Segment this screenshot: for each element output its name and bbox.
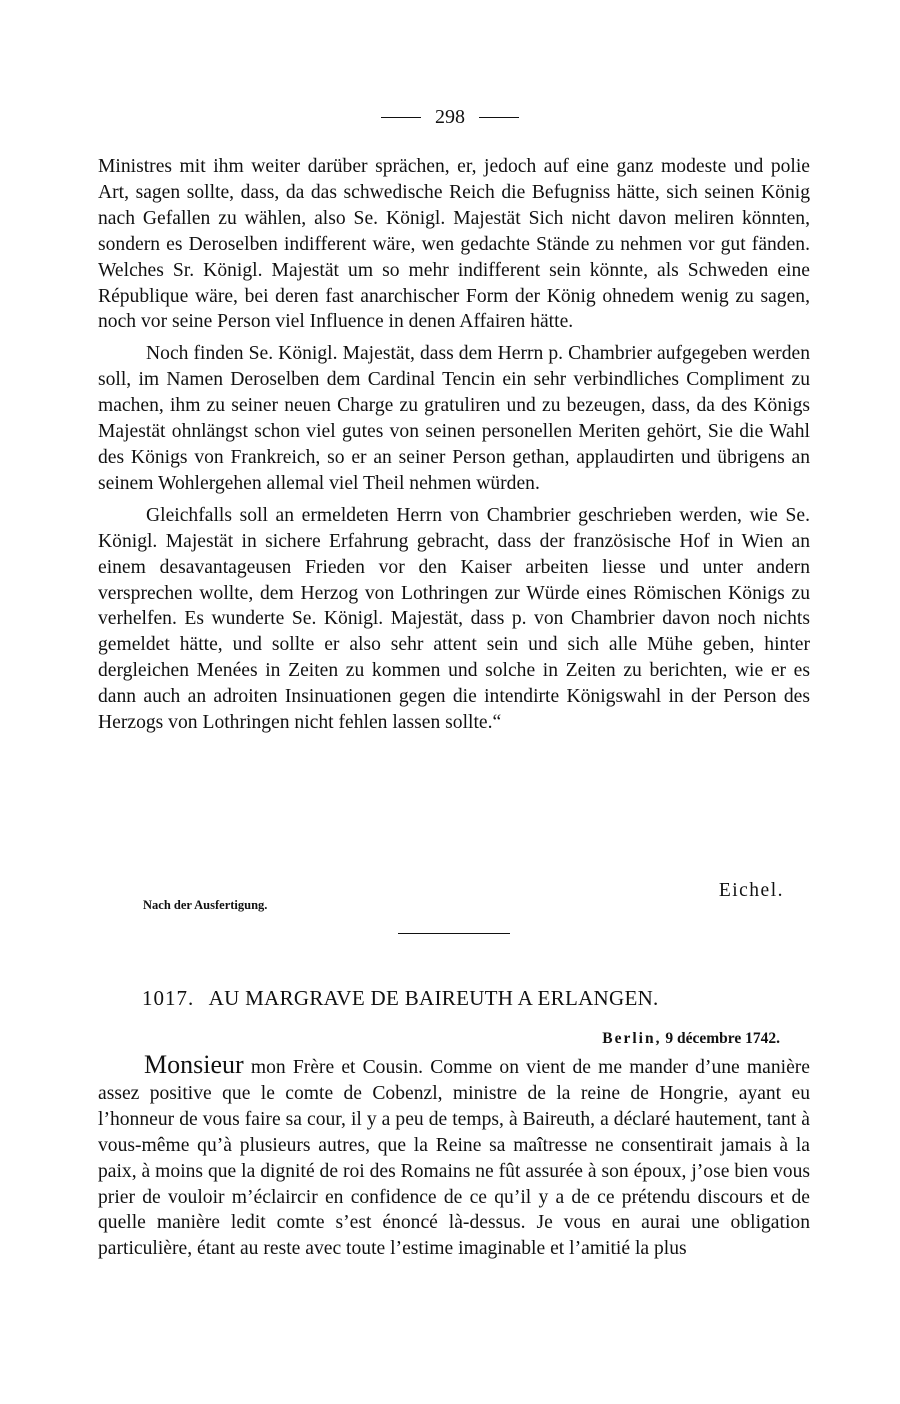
letter-paragraph — [98, 1052, 810, 1262]
dateline-date: 9 décembre 1742. — [665, 1030, 780, 1047]
dateline — [602, 1030, 780, 1048]
letter-body-text: mon Frère et Cousin. Comme on vient de me mander d’une manière assez positive que le comte de Cobenzl, ministre de la reine de Hongrie, ayant eu l’honneur de vous faire sa cour, il y a peu de temps, à Baireuth, a déclaré hautement, tant à vous-même qu’à plusieurs autres, que la Reine sa maîtresse ne consentirait jamais à la paix, à moins que la dignité de roi des Romains ne fût assurée à son époux, j’ose bien vous prier de vouloir m’éclaircir en confidence de ce qu’il y a de ce prétendu discours et de quelle manière ledit comte s’est énoncé là-dessus. Je vous en aurai une obligation particulière, étant au reste avec toute l’estime imaginable et l’amitié la plus — [98, 1057, 810, 1260]
paragraph-3: Gleichfalls soll an ermeldeten Herrn von Chambrier geschrieben werden, wie Se. Königl. Majestät in sichere Erfahrung gebracht, dass der französische Hof in Wien an einem desavantageusen Frieden vor den Kaiser arbeiten liesse und unter andern versprechen wollte, dem Herzog von Lothringen zur Würde eines Römischen Königs zu verhelfen. Es wunderte Se. Königl. Majestät, dass p. von Chambrier davon noch nichts gemeldet hätte, und sollte er also sehr attent sein und sich alle Mühe geben, hinter dergleichen Menées in Zeiten zu kommen und solche in Zeiten zu berichten, wie er es dann auch an adroiten Insinuationen gegen die intendirte Königswahl in der Person des Herzogs von Lothringen nicht fehlen lassen sollte.“ — [98, 504, 810, 734]
page-header — [0, 106, 900, 129]
letter-heading — [142, 986, 659, 1011]
paragraph-2: Noch finden Se. Königl. Majestät, dass dem Herrn p. Chambrier aufgegeben werden soll, im Namen Deroselben dem Cardinal Tencin ein sehr verbindliches Compliment zu machen, ihm zu seiner neuen Charge zu gratuliren und zu bezeugen, dass, da des Königs Majestät ohnlängst schon viel gutes von seinen personellen Meriten gehört, Sie die Wahl des Königs von Frankreich, so er an seiner Person gethan, applaudirten und übrigens an seinem Wohlergehen allemal viel Theil nehmen würden. — [98, 343, 810, 494]
dateline-place: Berlin, — [602, 1030, 662, 1047]
letter-body — [98, 1052, 810, 1262]
paragraph-1: Ministres mit ihm weiter darüber sprächen, er, jedoch auf eine ganz modeste und polie Art, sagen sollte, dass, da das schwedische Reich die Befugniss hätte, sich seinen König nach Gefallen zu wählen, also Se. Königl. Majestät Sich nicht davon meliren könnten, sondern es Deroselben indifferent wäre, wen gedachte Stände zu nehmen vor gut fänden. Welches Sr. Königl. Majestät um so mehr indifferent sein könnte, als Schweden eine République wäre, bei deren fast anarchischer Form der König ohnedem wenig zu sagen, noch vor seine Person viel Influence in denen Affairen hätte. — [98, 156, 810, 333]
letter-number: 1017. — [142, 986, 195, 1010]
section-divider — [398, 933, 510, 934]
page-number: 298 — [435, 106, 465, 128]
source-note: Nach der Ausfertigung. — [143, 898, 268, 912]
letter-continuation — [98, 154, 810, 736]
signature: Eichel. — [718, 880, 784, 901]
letter-title: AU MARGRAVE DE BAIREUTH A ERLANGEN. — [208, 986, 659, 1010]
opening-word: Monsieur — [144, 1050, 244, 1079]
header-rule-left — [381, 117, 421, 118]
header-rule-right — [479, 117, 519, 118]
